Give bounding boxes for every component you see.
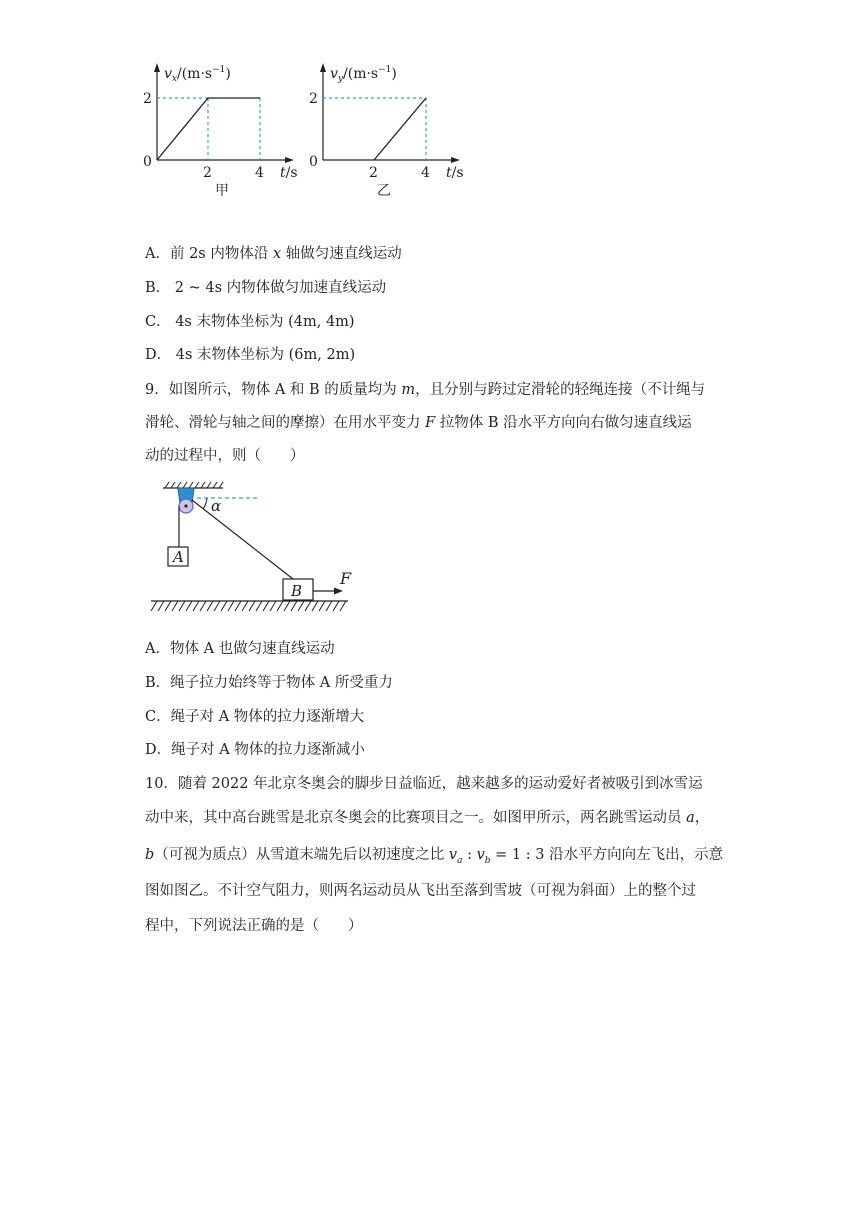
x-tick-2: 2 [203, 165, 212, 181]
q8-option-a [145, 242, 402, 263]
q10-text: 动中来，其中高台跳雪是北京冬奥会的比赛项目之一。如图甲所示，两名跳雪运动员 [145, 810, 687, 826]
q10-var-b: b [145, 847, 155, 863]
q9-var-f: F [425, 415, 436, 431]
q10-stem-line3 [145, 843, 723, 866]
y-axis-label: $v_x/(m\cdot s^{-1})$ [164, 65, 231, 84]
pulley-axle [184, 504, 187, 507]
q8-option-a-suffix: 轴做匀速直线运动 [281, 246, 402, 262]
origin-label: 0 [309, 154, 318, 170]
block-a-label: A [173, 548, 184, 566]
x-axis-arrow [285, 157, 294, 163]
q10-stem-line1: 10．随着 2022 年北京冬奥会的脚步日益临近，越来越多的运动爱好者被吸引到冰雪运 [145, 776, 703, 792]
q10-ratio-vb: v [476, 847, 485, 863]
graph-yi [296, 60, 476, 205]
y-axis-arrow [154, 63, 160, 72]
q8-option-c: C． 4s 末物体坐标为 (4m, 4m) [145, 314, 355, 330]
rope-to-b [192, 500, 293, 579]
q9-text: 拉物体 B 沿水平方向向右做匀速直线运 [435, 415, 692, 431]
q8-option-d: D． 4s 末物体坐标为 (6m, 2m) [145, 347, 356, 363]
x-axis-label: t/s [280, 165, 298, 181]
q10-ratio-sub-a: a [457, 855, 463, 866]
alpha-label: α [211, 497, 222, 515]
q8-option-b: B． 2 ~ 4s 内物体做匀加速直线运动 [145, 280, 387, 296]
q9-text: ，且分别与跨过定滑轮的轻绳连接（不计绳与 [415, 382, 706, 398]
angle-arc [203, 498, 207, 509]
q10-text: ， [694, 810, 710, 826]
block-b-label: B [291, 582, 303, 600]
q9-option-c: C．绳子对 A 物体的拉力逐渐增大 [145, 709, 365, 725]
ground-hatch [151, 601, 346, 611]
q10-text: 沿水平方向向左飞出，示意 [544, 847, 724, 863]
q10-stem-line4: 图如图乙。不计空气阻力，则两名运动员从飞出至落到雪坡（可视为斜面）上的整个过 [145, 883, 696, 899]
q9-pulley-figure [145, 478, 360, 620]
x-tick-4: 4 [255, 165, 264, 181]
q9-stem-line3: 动的过程中，则（ ） [145, 448, 305, 464]
y-tick-2: 2 [309, 91, 318, 107]
q8-option-a-prefix: A．前 2s 内物体沿 [145, 246, 273, 262]
graph-caption: 甲 [215, 183, 229, 199]
q10-ratio-va: v [448, 847, 458, 863]
q10-var-a: a [686, 810, 695, 826]
x-axis-label: t/s [446, 165, 464, 181]
q10-stem-line2 [145, 806, 709, 827]
q10-ratio-colon: : [462, 847, 477, 863]
q9-option-b: B．绳子拉力始终等于物体 A 所受重力 [145, 675, 393, 691]
q10-stem-line5: 程中，下列说法正确的是（ ） [145, 918, 363, 934]
q10-text: （可视为质点）从雪道末端先后以初速度之比 [154, 847, 449, 863]
origin-label: 0 [143, 154, 152, 170]
q10-ratio-value: = 1 : 3 [490, 847, 545, 863]
q10-ratio-sub-b: b [484, 855, 491, 866]
x-tick-2: 2 [369, 165, 378, 181]
q8-option-a-var: x [272, 246, 282, 262]
ceiling-hatch [165, 482, 223, 488]
q9-text: 滑轮、滑轮与轴之间的摩擦）在用水平变力 [145, 415, 426, 431]
graph-caption: 乙 [377, 183, 391, 199]
force-f-label: F [340, 569, 352, 588]
y-axis-arrow [320, 63, 326, 72]
graph-jia [130, 60, 310, 205]
x-axis-arrow [451, 157, 460, 163]
vy-line [374, 98, 426, 160]
q9-stem-line1 [145, 378, 705, 399]
y-tick-2: 2 [143, 91, 152, 107]
x-tick-4: 4 [421, 165, 430, 181]
force-arrowhead [334, 588, 343, 595]
y-axis-label: $v_y/(m\cdot s^{-1})$ [330, 65, 397, 84]
q9-option-d: D．绳子对 A 物体的拉力逐渐减小 [145, 742, 365, 758]
q9-text: 9．如图所示，物体 A 和 B 的质量均为 [145, 382, 402, 398]
q9-var-m: m [401, 382, 416, 398]
q9-option-a: A．物体 A 也做匀速直线运动 [145, 641, 335, 657]
q9-stem-line2 [145, 411, 692, 432]
